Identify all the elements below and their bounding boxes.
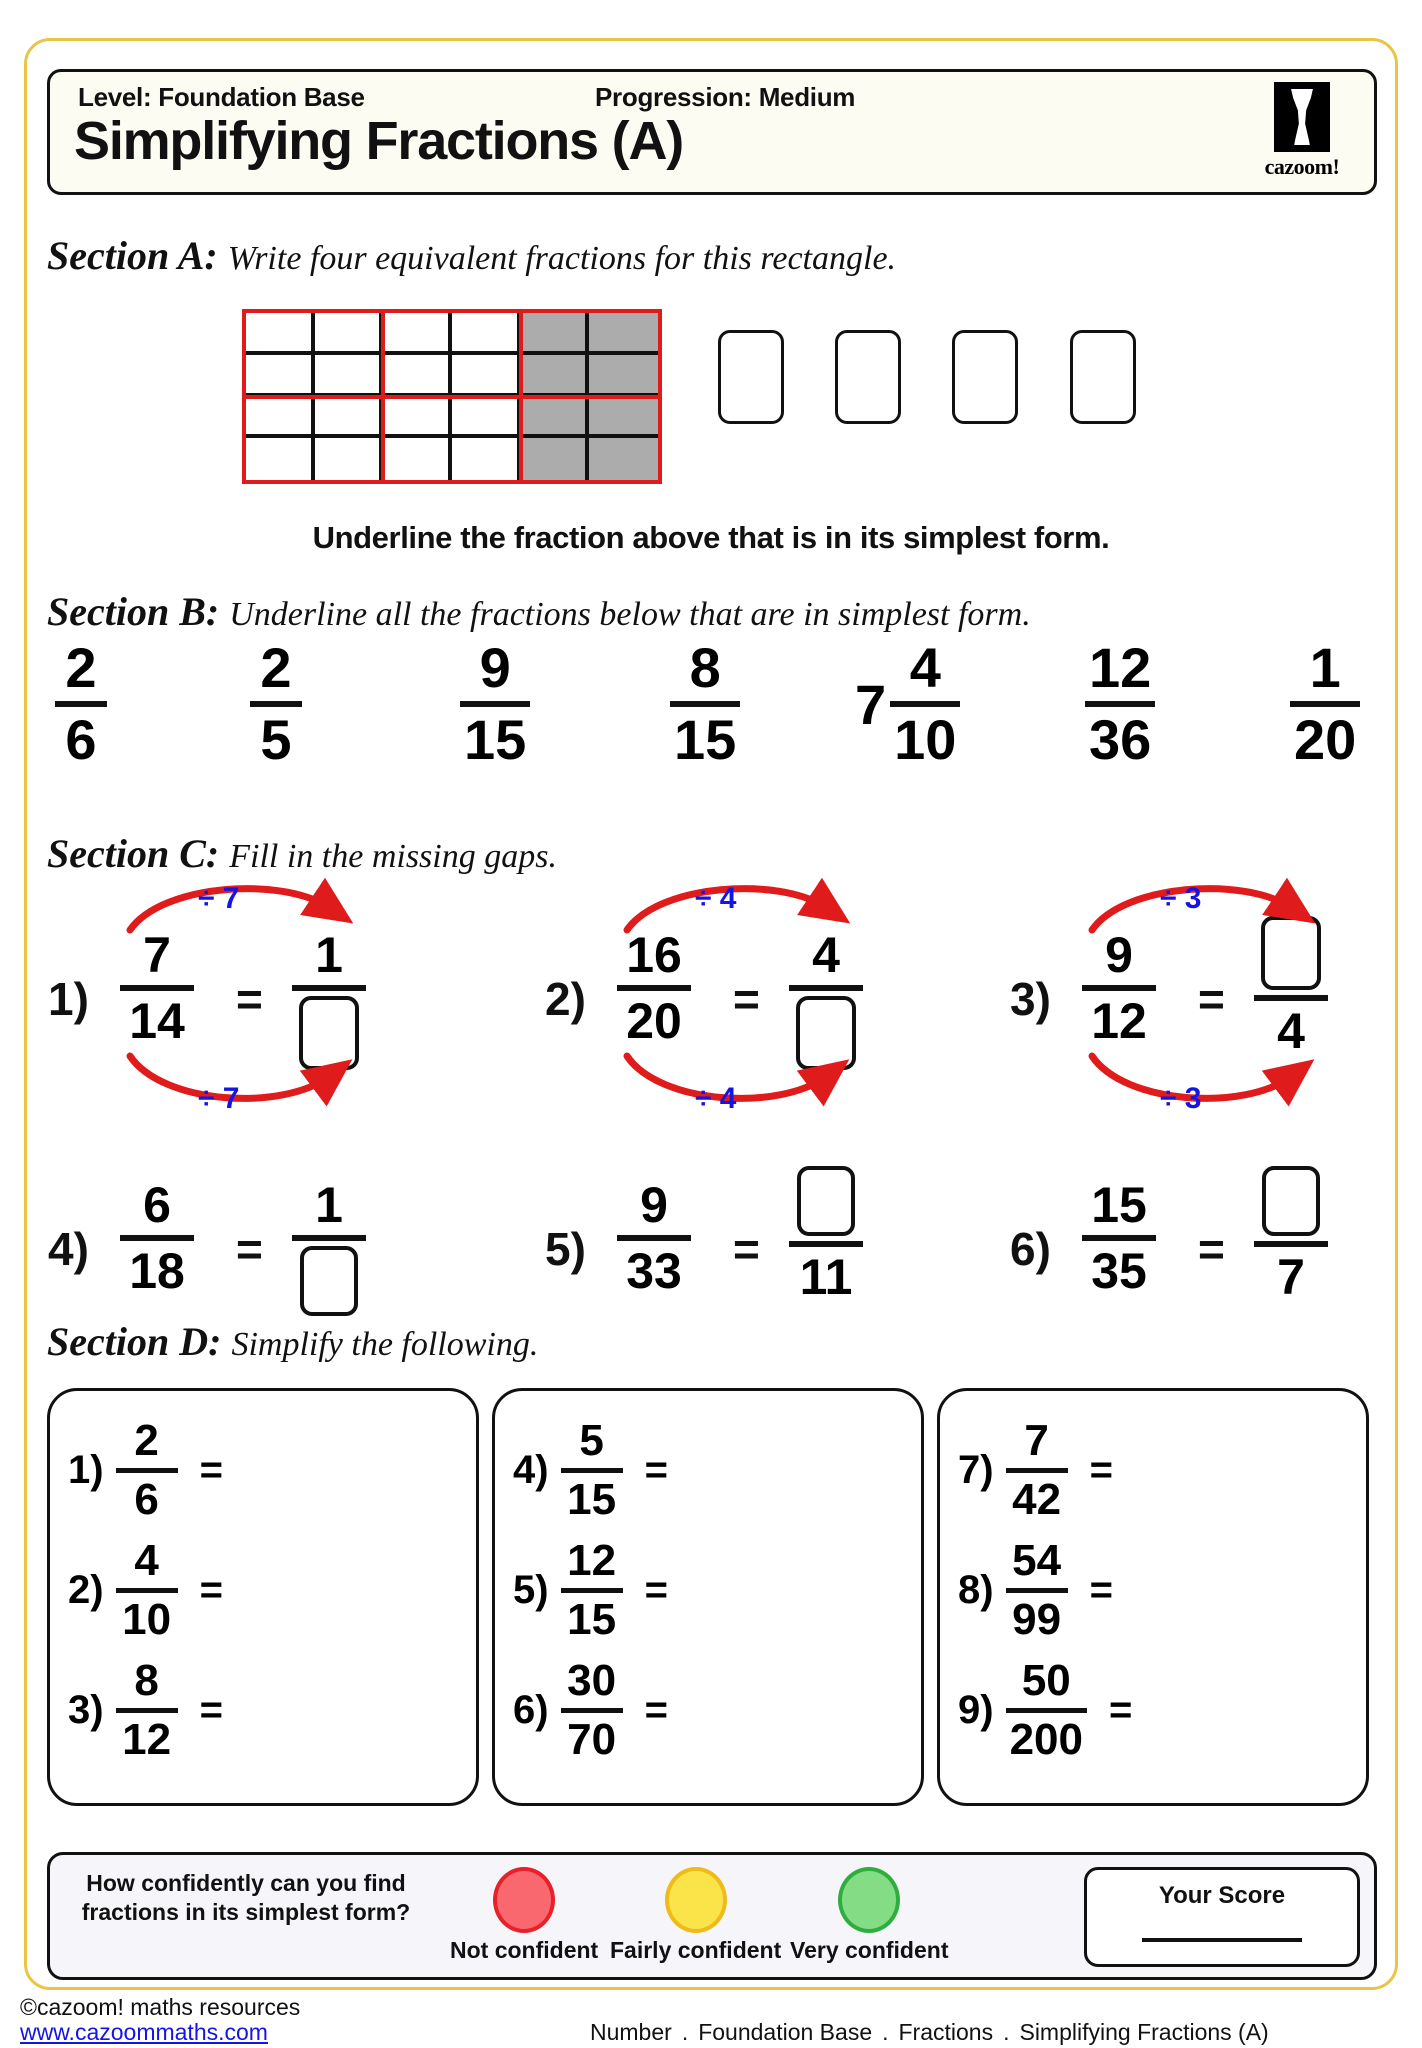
problem-number: 7) bbox=[958, 1448, 994, 1492]
fraction bbox=[55, 636, 107, 771]
section-a-description: Write four equivalent fractions for this rectangle. bbox=[227, 240, 897, 277]
section-c-problem-1 bbox=[48, 882, 468, 1130]
confidence-label: Very confident bbox=[790, 1937, 949, 1963]
grid-cell bbox=[246, 397, 315, 439]
divide-label-bottom: ÷ 3 bbox=[1160, 1082, 1202, 1115]
fraction-numerator: 9 bbox=[479, 636, 511, 699]
confidence-option-3[interactable] bbox=[790, 1867, 948, 1964]
fraction bbox=[789, 927, 863, 1070]
fraction-numerator: 8 bbox=[689, 636, 721, 699]
grid-cell bbox=[589, 438, 658, 480]
right-fraction bbox=[789, 1166, 863, 1305]
section-a-note: Underline the fraction above that is in its simplest form. bbox=[312, 520, 1110, 555]
problem-number: 1) bbox=[68, 1448, 104, 1492]
fraction bbox=[1082, 1177, 1156, 1299]
grid-cell bbox=[383, 397, 452, 439]
grid-cell bbox=[246, 313, 315, 355]
fraction-numerator: 50 bbox=[1021, 1656, 1071, 1705]
confidence-label: Fairly confident bbox=[610, 1937, 782, 1963]
equals-sign: = bbox=[1198, 973, 1225, 1025]
fraction-bar bbox=[789, 1241, 863, 1247]
fraction-bar bbox=[116, 1468, 178, 1473]
fraction-bar bbox=[1006, 1708, 1087, 1713]
fraction-bar bbox=[1085, 701, 1155, 707]
divide-label-top: ÷ 4 bbox=[695, 882, 737, 915]
problem-number: 5) bbox=[545, 1223, 586, 1275]
left-fraction bbox=[120, 927, 194, 1049]
left-fraction bbox=[1082, 927, 1156, 1049]
grid-cell bbox=[521, 355, 590, 397]
fraction-numerator: 2 bbox=[65, 636, 97, 699]
section-d-problem-2[interactable] bbox=[68, 1536, 223, 1644]
section-b-fraction-6[interactable] bbox=[1085, 636, 1155, 771]
fraction bbox=[1254, 1166, 1328, 1305]
grid-cell bbox=[383, 313, 452, 355]
equals-sign: = bbox=[644, 1568, 668, 1612]
worksheet-header bbox=[47, 69, 1377, 195]
right-fraction bbox=[292, 927, 366, 1070]
fraction-denominator: 33 bbox=[626, 1243, 682, 1299]
fraction-bar bbox=[1082, 1235, 1156, 1241]
section-b-fraction-1[interactable] bbox=[55, 636, 107, 771]
fraction bbox=[116, 1416, 178, 1524]
section-d-heading bbox=[47, 1318, 538, 1365]
problem-number: 2) bbox=[545, 973, 586, 1025]
problem-number: 3) bbox=[1010, 973, 1051, 1025]
section-c-problem-5 bbox=[545, 1150, 965, 1380]
fraction-bar bbox=[561, 1468, 623, 1473]
fraction bbox=[1290, 636, 1360, 771]
divide-arrow-bottom bbox=[1084, 1050, 1344, 1130]
confidence-dot-icon[interactable] bbox=[665, 1867, 727, 1933]
fraction-denominator: 36 bbox=[1089, 708, 1152, 771]
problem-number: 8) bbox=[958, 1568, 994, 1612]
fraction-numerator: 12 bbox=[567, 1536, 617, 1585]
fraction-bar bbox=[617, 985, 691, 991]
divide-arrow-top bbox=[122, 858, 382, 938]
footer-website-link[interactable]: www.cazoommaths.com bbox=[20, 2019, 268, 2045]
section-d-problem-3[interactable] bbox=[68, 1656, 223, 1764]
fraction-numerator: 54 bbox=[1012, 1536, 1062, 1585]
breadcrumb-separator: . bbox=[1003, 2019, 1010, 2045]
fraction-bar bbox=[116, 1708, 178, 1713]
fraction-denominator: 10 bbox=[894, 708, 957, 771]
section-d-description: Simplify the following. bbox=[231, 1326, 539, 1363]
fraction bbox=[617, 1177, 691, 1299]
right-fraction bbox=[1254, 1166, 1328, 1305]
section-d-column-1 bbox=[47, 1388, 479, 1806]
fraction-numerator: 16 bbox=[626, 927, 682, 983]
section-d-problem-7[interactable] bbox=[958, 1416, 1113, 1524]
fraction-bar bbox=[1290, 701, 1360, 707]
equals-sign: = bbox=[199, 1568, 223, 1612]
section-b-fraction-2[interactable] bbox=[250, 636, 302, 771]
section-c-label: Section C: bbox=[47, 831, 220, 876]
equivalent-fraction-box-1[interactable] bbox=[718, 330, 784, 424]
fraction-numerator: 2 bbox=[134, 1416, 159, 1465]
right-fraction bbox=[789, 927, 863, 1070]
divide-label-top: ÷ 3 bbox=[1160, 882, 1202, 915]
equals-sign: = bbox=[1089, 1448, 1113, 1492]
confidence-dot-icon[interactable] bbox=[838, 1867, 900, 1933]
fraction bbox=[116, 1536, 178, 1644]
footer-copyright: ©cazoom! maths resources bbox=[20, 1994, 301, 2020]
section-c-description: Fill in the missing gaps. bbox=[229, 838, 557, 875]
grid-cell bbox=[589, 397, 658, 439]
fraction-bar bbox=[1006, 1588, 1068, 1593]
fraction-bar bbox=[1006, 1468, 1068, 1473]
problem-number: 9) bbox=[958, 1688, 994, 1732]
fraction bbox=[617, 927, 691, 1049]
fraction-denominator: 99 bbox=[1012, 1595, 1062, 1644]
section-b-fraction-3[interactable] bbox=[460, 636, 530, 771]
fraction-bar bbox=[120, 1235, 194, 1241]
fraction-bar bbox=[292, 1235, 366, 1241]
section-d-column-2 bbox=[492, 1388, 924, 1806]
fraction bbox=[292, 927, 366, 1070]
grid-cell bbox=[521, 397, 590, 439]
fraction-numerator: 12 bbox=[1089, 636, 1152, 699]
breadcrumb-item: Number bbox=[590, 2019, 672, 2045]
breadcrumb-item: Fractions bbox=[898, 2019, 994, 2045]
grid-cell bbox=[521, 313, 590, 355]
fraction-denominator: 15 bbox=[674, 708, 737, 771]
equivalent-fraction-box-3[interactable] bbox=[952, 330, 1018, 424]
mixed-whole-number: 7 bbox=[855, 672, 887, 736]
confidence-option-2[interactable] bbox=[610, 1867, 781, 1964]
grid-cell bbox=[521, 438, 590, 480]
fraction-denominator: 35 bbox=[1091, 1243, 1147, 1299]
section-c-problem-6 bbox=[1010, 1150, 1422, 1380]
section-d-problem-5[interactable] bbox=[513, 1536, 668, 1644]
divide-arrow-bottom bbox=[619, 1050, 879, 1130]
fraction-denominator: 15 bbox=[567, 1475, 617, 1524]
fraction-denominator: 5 bbox=[260, 708, 292, 771]
equals-sign: = bbox=[1109, 1688, 1133, 1732]
confidence-question: How confidently can you find fractions in its simplest form? bbox=[81, 1870, 411, 1925]
fraction-bar bbox=[789, 985, 863, 991]
problem-number: 6) bbox=[513, 1688, 549, 1732]
fraction bbox=[1006, 1656, 1087, 1764]
fraction-bar bbox=[670, 701, 740, 707]
fraction bbox=[292, 1177, 366, 1316]
divide-arrow-bottom bbox=[122, 1050, 382, 1130]
fraction bbox=[561, 1416, 623, 1524]
grid-cell bbox=[315, 313, 384, 355]
section-b-fraction-list bbox=[0, 636, 1422, 780]
score-title: Your Score bbox=[1158, 1882, 1286, 1909]
fraction-denominator: 12 bbox=[1091, 993, 1147, 1049]
divide-label-bottom: ÷ 7 bbox=[198, 1082, 240, 1115]
fraction-numerator: 1 bbox=[315, 927, 343, 983]
equivalent-fraction-box-2[interactable] bbox=[835, 330, 901, 424]
drum-icon bbox=[1274, 82, 1330, 152]
grid-cell bbox=[589, 313, 658, 355]
fraction-numerator: 1 bbox=[315, 1177, 343, 1233]
fraction-denominator: 12 bbox=[122, 1715, 172, 1764]
section-b-label: Section B: bbox=[47, 589, 220, 634]
breadcrumb bbox=[590, 2019, 1269, 2046]
cazoom-logo bbox=[1248, 82, 1356, 186]
grid-cell bbox=[383, 438, 452, 480]
fraction-denominator: 4 bbox=[1277, 1003, 1305, 1059]
equals-sign: = bbox=[1089, 1568, 1113, 1612]
grid-cell bbox=[452, 397, 521, 439]
progression-label: Progression: Medium bbox=[595, 82, 856, 112]
section-c-problem-3 bbox=[1010, 882, 1422, 1130]
fraction-denominator: 15 bbox=[567, 1595, 617, 1644]
divide-label-bottom: ÷ 4 bbox=[695, 1082, 737, 1115]
score-box[interactable] bbox=[1084, 1867, 1360, 1967]
logo-text: cazoom! bbox=[1264, 154, 1340, 179]
fraction bbox=[561, 1656, 623, 1764]
grid-cell bbox=[246, 355, 315, 397]
fraction-denominator: 20 bbox=[626, 993, 682, 1049]
problem-number: 1) bbox=[48, 973, 89, 1025]
confidence-bar bbox=[47, 1852, 1377, 1980]
missing-numerator-box[interactable] bbox=[1262, 1166, 1320, 1236]
fraction-bar bbox=[890, 701, 960, 707]
fraction bbox=[670, 636, 740, 771]
fraction-bar bbox=[561, 1708, 623, 1713]
fraction bbox=[1085, 636, 1155, 771]
divide-arrow-top bbox=[1084, 858, 1344, 938]
fraction-numerator: 8 bbox=[134, 1656, 159, 1705]
fraction-bar bbox=[1254, 1241, 1328, 1247]
left-fraction bbox=[617, 1177, 691, 1299]
fraction-numerator: 2 bbox=[260, 636, 292, 699]
left-fraction bbox=[120, 1177, 194, 1299]
problem-number: 3) bbox=[68, 1688, 104, 1732]
fraction-bar bbox=[116, 1588, 178, 1593]
left-fraction bbox=[617, 927, 691, 1049]
score-write-line[interactable] bbox=[1142, 1938, 1302, 1942]
equals-sign: = bbox=[199, 1688, 223, 1732]
missing-numerator-box[interactable] bbox=[797, 1166, 855, 1236]
fraction-denominator: 6 bbox=[134, 1475, 159, 1524]
fraction bbox=[250, 636, 302, 771]
level-label: Level: Foundation Base bbox=[78, 82, 365, 112]
fraction-numerator: 15 bbox=[1091, 1177, 1147, 1233]
section-a-label: Section A: bbox=[47, 233, 218, 278]
fraction-numerator: 30 bbox=[567, 1656, 617, 1705]
fraction bbox=[561, 1536, 623, 1644]
problem-number: 2) bbox=[68, 1568, 104, 1612]
breadcrumb-separator: . bbox=[882, 2019, 889, 2045]
fraction-denominator: 70 bbox=[567, 1715, 617, 1764]
problem-number: 4) bbox=[513, 1448, 549, 1492]
section-b-description: Underline all the fractions below that are in simplest form. bbox=[229, 596, 1031, 633]
section-d-label: Section D: bbox=[47, 1319, 222, 1364]
fraction-rectangle-diagram bbox=[242, 309, 662, 484]
fraction-numerator: 6 bbox=[143, 1177, 171, 1233]
section-d-problem-8[interactable] bbox=[958, 1536, 1113, 1644]
fraction-denominator: 18 bbox=[129, 1243, 185, 1299]
section-d-column-3 bbox=[937, 1388, 1369, 1806]
fraction-denominator: 15 bbox=[464, 708, 527, 771]
fraction-denominator: 20 bbox=[1294, 708, 1357, 771]
equals-sign: = bbox=[644, 1448, 668, 1492]
section-d-problem-9[interactable] bbox=[958, 1656, 1133, 1764]
breadcrumb-separator: . bbox=[681, 2019, 689, 2045]
grid-cell bbox=[246, 438, 315, 480]
equivalent-fraction-box-4[interactable] bbox=[1070, 330, 1136, 424]
confidence-option-1[interactable] bbox=[450, 1867, 598, 1964]
equals-sign: = bbox=[733, 973, 760, 1025]
fraction-numerator: 9 bbox=[1105, 927, 1133, 983]
fraction-numerator: 7 bbox=[143, 927, 171, 983]
red-divider-horizontal-1 bbox=[246, 395, 658, 399]
equals-sign: = bbox=[236, 1223, 263, 1275]
fraction-numerator: 4 bbox=[134, 1536, 159, 1585]
left-fraction bbox=[1082, 1177, 1156, 1299]
grid-cell bbox=[589, 355, 658, 397]
breadcrumb-item: Foundation Base bbox=[698, 2019, 873, 2045]
fraction-denominator: 42 bbox=[1012, 1475, 1062, 1524]
section-d-problem-6[interactable] bbox=[513, 1656, 668, 1764]
grid-cell bbox=[315, 438, 384, 480]
fraction-numerator: 4 bbox=[909, 636, 941, 699]
confidence-dot-icon[interactable] bbox=[493, 1867, 555, 1933]
fraction bbox=[120, 927, 194, 1049]
fraction-bar bbox=[460, 701, 530, 707]
section-b-fraction-4[interactable] bbox=[670, 636, 740, 771]
grid-cell bbox=[315, 355, 384, 397]
section-a-heading bbox=[47, 232, 896, 279]
fraction-bar bbox=[1254, 995, 1328, 1001]
fraction-denominator: 11 bbox=[799, 1249, 853, 1305]
fraction-numerator: 7 bbox=[1024, 1416, 1049, 1465]
fraction-bar bbox=[292, 985, 366, 991]
section-d-problem-4[interactable] bbox=[513, 1416, 668, 1524]
fraction-denominator: 200 bbox=[1009, 1715, 1083, 1764]
problem-number: 5) bbox=[513, 1568, 549, 1612]
grid-cell bbox=[452, 355, 521, 397]
grid-cell bbox=[383, 355, 452, 397]
section-c-problem-2 bbox=[545, 882, 965, 1130]
fraction bbox=[890, 636, 960, 771]
fraction-numerator: 5 bbox=[579, 1416, 604, 1465]
page-title: Simplifying Fractions (A) bbox=[74, 111, 684, 171]
section-b-heading bbox=[47, 588, 1031, 635]
equals-sign: = bbox=[199, 1448, 223, 1492]
section-b-fraction-5[interactable] bbox=[855, 636, 960, 771]
missing-denominator-box[interactable] bbox=[300, 1246, 358, 1316]
equals-sign: = bbox=[1198, 1223, 1225, 1275]
fraction bbox=[460, 636, 530, 771]
problem-number: 6) bbox=[1010, 1223, 1051, 1275]
divide-label-top: ÷ 7 bbox=[198, 882, 240, 915]
fraction bbox=[120, 1177, 194, 1299]
section-b-fraction-7[interactable] bbox=[1290, 636, 1360, 771]
confidence-label: Not confident bbox=[450, 1937, 599, 1963]
equals-sign: = bbox=[733, 1223, 760, 1275]
fraction-denominator: 10 bbox=[122, 1595, 172, 1644]
fraction-bar bbox=[250, 701, 302, 707]
fraction-bar bbox=[617, 1235, 691, 1241]
fraction bbox=[789, 1166, 863, 1305]
section-d-problem-1[interactable] bbox=[68, 1416, 223, 1524]
fraction bbox=[1082, 927, 1156, 1049]
divide-arrow-top bbox=[619, 858, 879, 938]
fraction-numerator: 1 bbox=[1309, 636, 1341, 699]
fraction-denominator: 7 bbox=[1277, 1249, 1305, 1305]
fraction-bar bbox=[1082, 985, 1156, 991]
grid-cell bbox=[452, 313, 521, 355]
grid-cell bbox=[452, 438, 521, 480]
fraction bbox=[116, 1656, 178, 1764]
right-fraction bbox=[292, 1177, 366, 1316]
fraction-denominator: 6 bbox=[65, 708, 97, 771]
grid-cell bbox=[315, 397, 384, 439]
fraction bbox=[1006, 1536, 1068, 1644]
equals-sign: = bbox=[644, 1688, 668, 1732]
fraction-numerator: 9 bbox=[640, 1177, 668, 1233]
fraction-bar bbox=[561, 1588, 623, 1593]
problem-number: 4) bbox=[48, 1223, 89, 1275]
fraction-numerator: 4 bbox=[812, 927, 840, 983]
fraction-bar bbox=[55, 701, 107, 707]
fraction-bar bbox=[120, 985, 194, 991]
fraction bbox=[1006, 1416, 1068, 1524]
equals-sign: = bbox=[236, 973, 263, 1025]
fraction-denominator: 14 bbox=[129, 993, 185, 1049]
breadcrumb-item: Simplifying Fractions (A) bbox=[1019, 2019, 1269, 2045]
